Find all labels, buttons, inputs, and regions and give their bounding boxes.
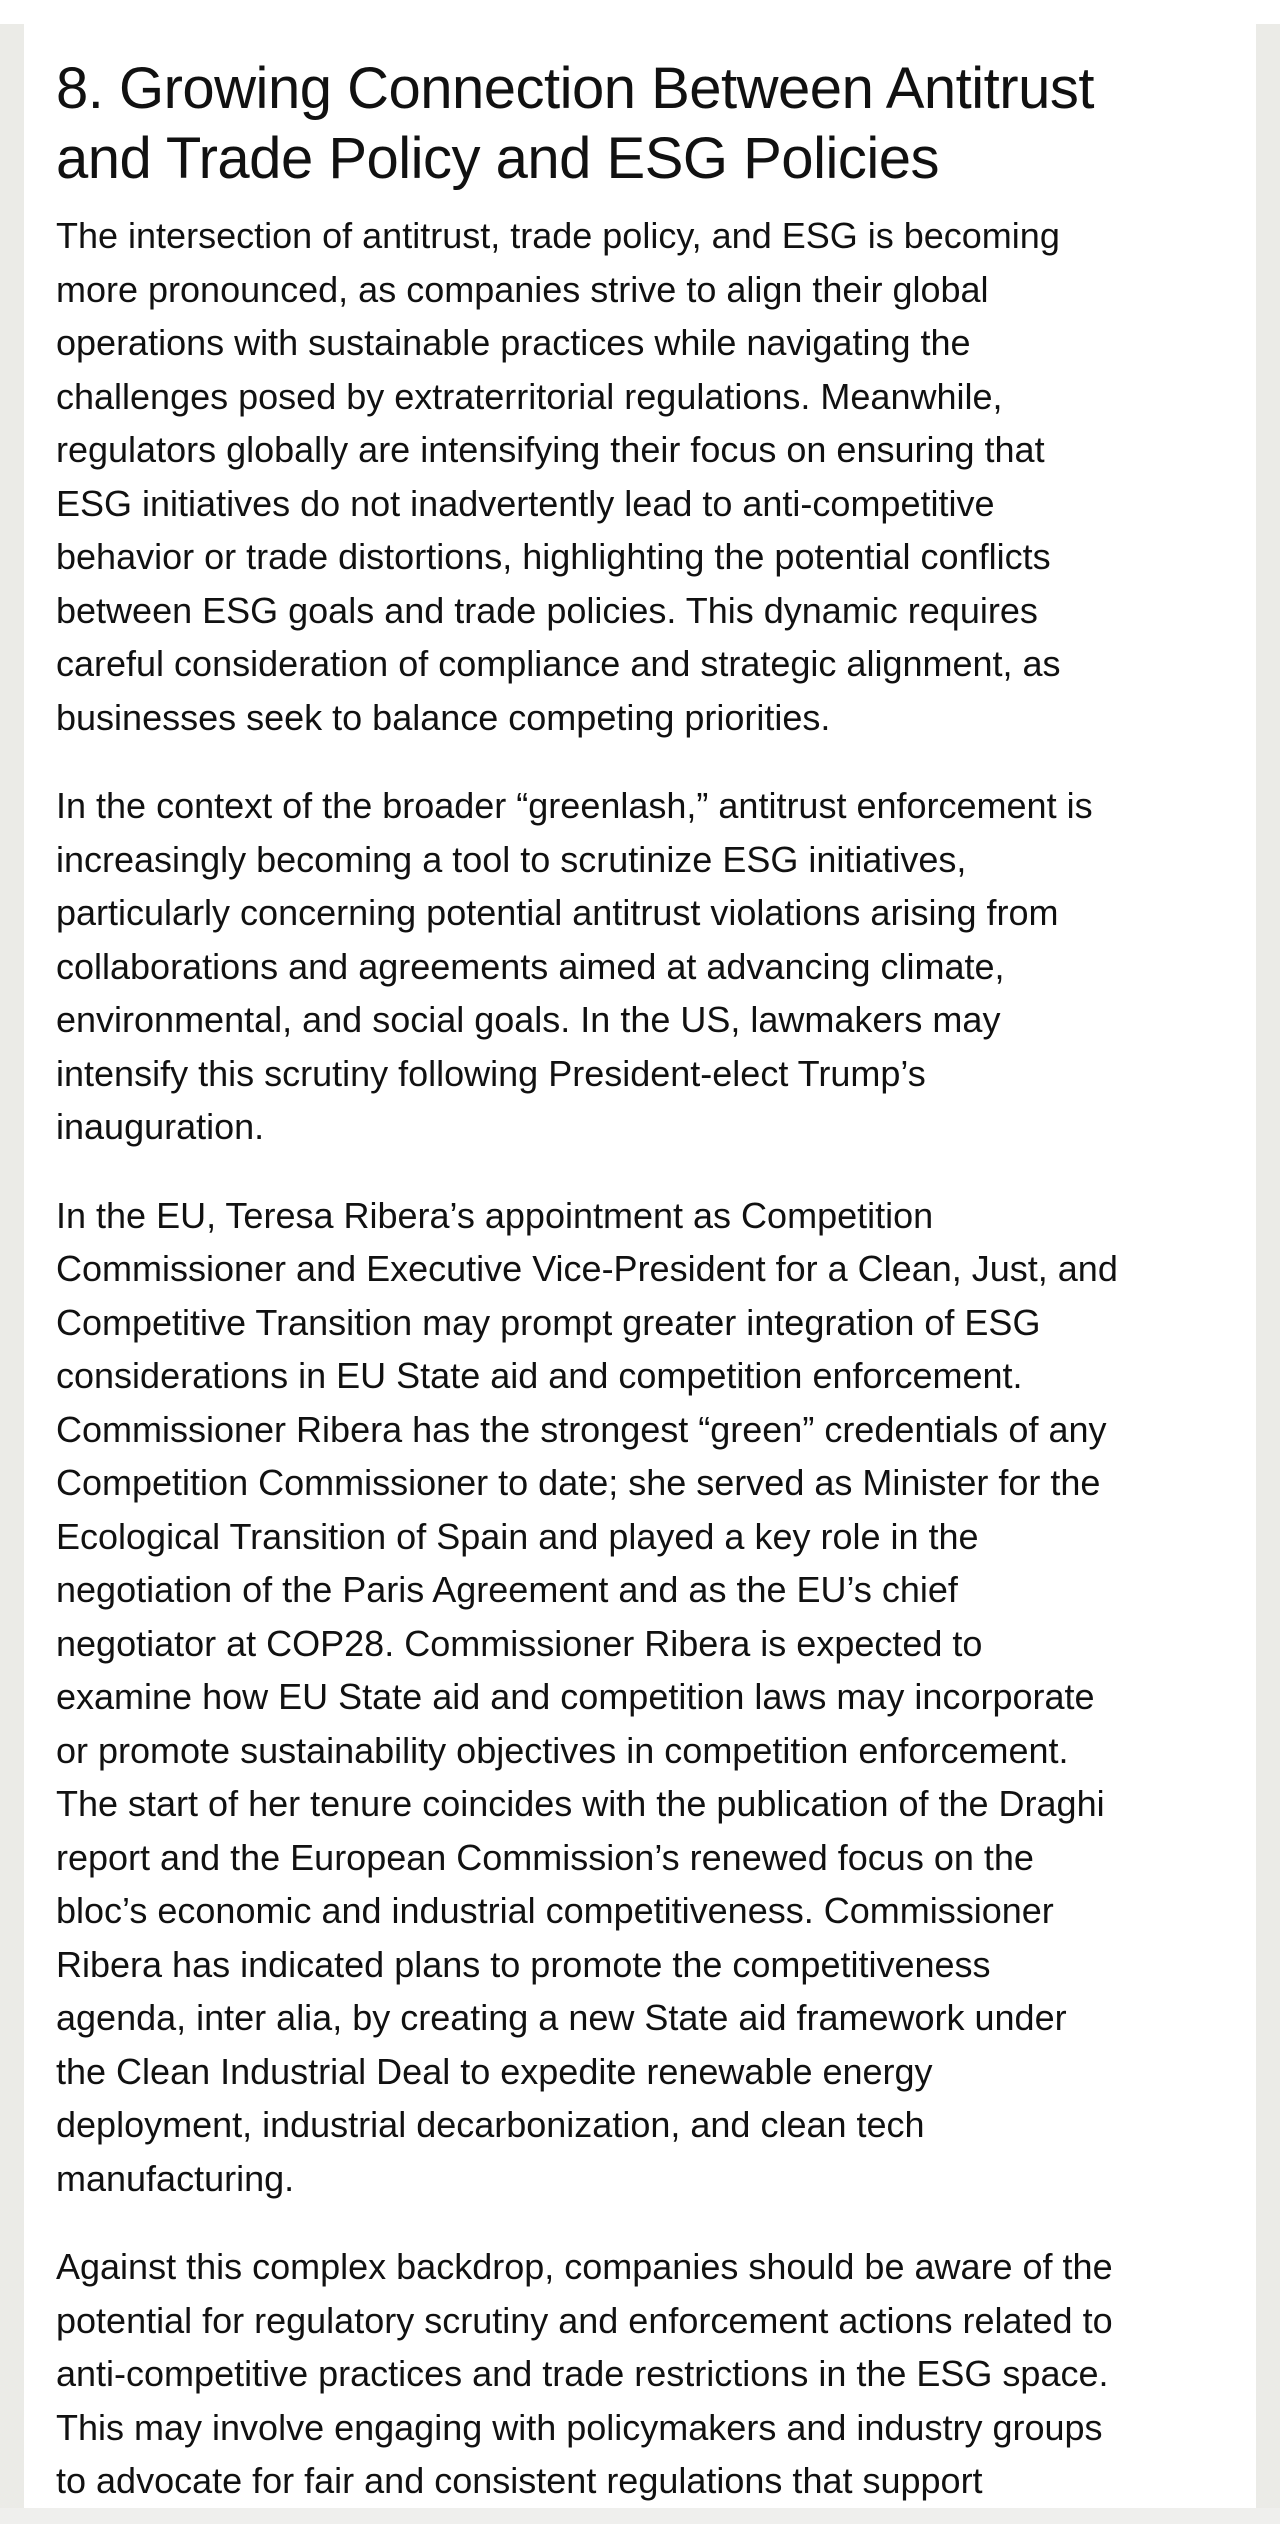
paragraph-line: negotiator at COP28. Commissioner Ribera is expected to	[56, 1622, 983, 1664]
paragraph-line: to advocate for fair and consistent regulations that support	[56, 2460, 983, 2501]
paragraph-line: In the EU, Teresa Ribera’s appointment as Competition	[56, 1194, 934, 1236]
paragraph-line: The start of her tenure coincides with the publication of the Draghi	[56, 1783, 1105, 1824]
paragraph-eu-ribera	[56, 1189, 1246, 2206]
paragraph-line: deployment, industrial decarbonization, and clean tech	[56, 2104, 925, 2145]
paragraph-line: Commissioner and Executive Vice-President for a Clean, Just, and	[56, 1248, 1118, 1289]
paragraph-line: challenges posed by extraterritorial regulations. Meanwhile,	[56, 375, 1003, 417]
article-content	[56, 54, 1246, 2508]
right-gutter	[1256, 24, 1280, 2524]
paragraph-line: Commissioner Ribera has the strongest “green” credentials of any	[56, 1408, 1107, 1450]
paragraph-line: Competitive Transition may prompt greater integration of ESG	[56, 1301, 1041, 1343]
paragraph-line: or promote sustainability objectives in competition enforcement.	[56, 1729, 1069, 1771]
paragraph-greenlash	[56, 779, 1246, 1154]
paragraph-backdrop	[56, 2240, 1246, 2508]
paragraph-line: potential for regulatory scrutiny and enforcement actions related to	[56, 2299, 1113, 2341]
paragraph-line: more pronounced, as companies strive to align their global	[56, 268, 989, 310]
paragraph-line: increasingly becoming a tool to scrutinize ESG initiatives,	[56, 838, 967, 880]
article-panel	[24, 24, 1256, 2524]
paragraph-line: Against this complex backdrop, companies should be aware of the	[56, 2246, 1113, 2287]
bottom-bar	[0, 2508, 1280, 2524]
paragraph-line: particularly concerning potential antitrust violations arising from	[56, 892, 1059, 933]
paragraph-line: operations with sustainable practices while navigating the	[56, 322, 971, 363]
paragraph-line: inauguration.	[56, 1106, 265, 1147]
paragraph-line: ESG initiatives do not inadvertently lead to anti-competitive	[56, 482, 995, 524]
paragraph-line: report and the European Commission’s renewed focus on the	[56, 1836, 1034, 1878]
paragraph-line: Ribera has indicated plans to promote the competitiveness	[56, 1943, 991, 1985]
paragraph-line: behavior or trade distortions, highlighting the potential conflicts	[56, 536, 1051, 577]
paragraph-line: agenda, inter alia, by creating a new State aid framework under	[56, 1997, 1067, 2038]
paragraph-line: the Clean Industrial Deal to expedite renewable energy	[56, 2050, 933, 2092]
paragraph-line: anti-competitive practices and trade restrictions in the ESG space.	[56, 2353, 1109, 2394]
paragraph-line: environmental, and social goals. In the US, lawmakers may	[56, 999, 1001, 1040]
paragraph-line: In the context of the broader “greenlash,” antitrust enforcement is	[56, 785, 1093, 826]
paragraph-line: careful consideration of compliance and strategic alignment, as	[56, 643, 1061, 684]
paragraph-line: between ESG goals and trade policies. This dynamic requires	[56, 589, 1038, 631]
section-heading	[56, 54, 1246, 194]
paragraph-line: examine how EU State aid and competition laws may incorporate	[56, 1676, 1095, 1717]
paragraph-line: collaborations and agreements aimed at advancing climate,	[56, 945, 1005, 987]
paragraph-line: intensify this scrutiny following President-elect Trump’s	[56, 1052, 926, 1094]
paragraph-line: businesses seek to balance competing priorities.	[56, 696, 831, 738]
paragraph-line: negotiation of the Paris Agreement and as the EU’s chief	[56, 1569, 958, 1610]
paragraph-line: bloc’s economic and industrial competitiveness. Commissioner	[56, 1890, 1054, 1931]
paragraph-line: This may involve engaging with policymakers and industry groups	[56, 2406, 1103, 2448]
paragraph-line: Competition Commissioner to date; she served as Minister for the	[56, 1462, 1101, 1503]
paragraph-intersection	[56, 209, 1246, 744]
heading-line: and Trade Policy and ESG Policies	[56, 126, 939, 191]
paragraph-line: manufacturing.	[56, 2157, 295, 2199]
paragraph-line: Ecological Transition of Spain and played a key role in the	[56, 1515, 979, 1557]
left-gutter	[0, 24, 24, 2524]
paragraph-line: The intersection of antitrust, trade policy, and ESG is becoming	[56, 215, 1060, 256]
paragraph-line: regulators globally are intensifying their focus on ensuring that	[56, 429, 1045, 470]
paragraph-line: considerations in EU State aid and competition enforcement.	[56, 1355, 1023, 1396]
heading-line: 8. Growing Connection Between Antitrust	[56, 56, 1094, 121]
